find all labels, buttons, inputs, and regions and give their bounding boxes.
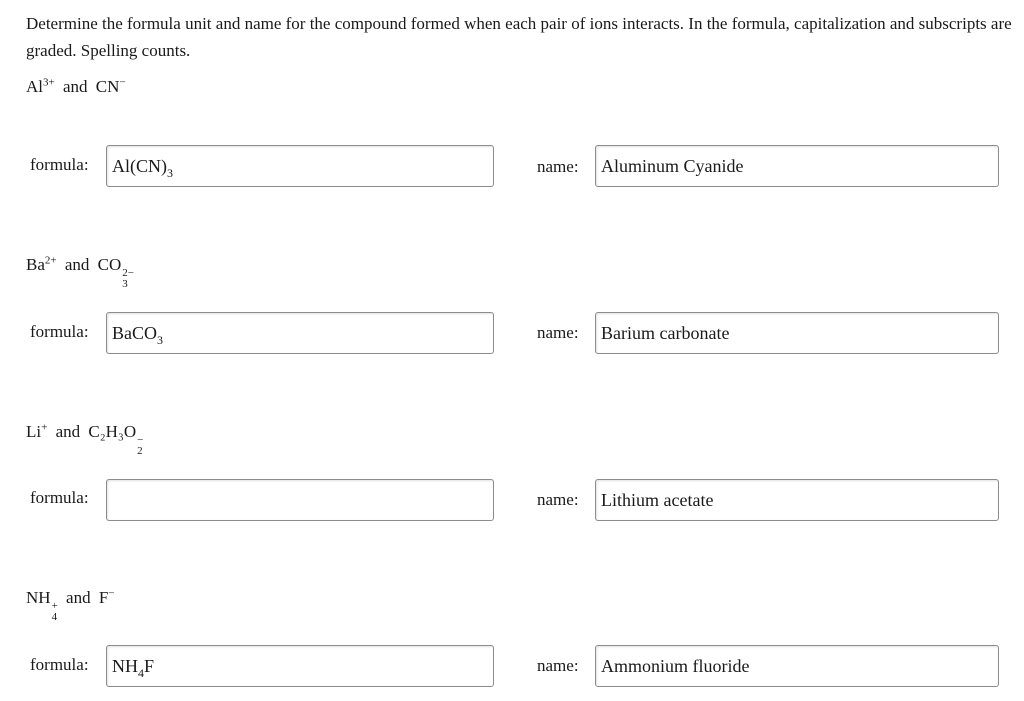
name-label-1: name:: [537, 157, 579, 176]
formula-text-part: Al(CN): [112, 155, 167, 176]
ion-pair-3: [26, 422, 143, 457]
cation-1: $Al^{3+}$: [26, 76, 55, 96]
name-input-3[interactable]: [595, 479, 999, 521]
name-label-4: name:: [537, 656, 579, 675]
ion-pair-2: [26, 255, 134, 290]
name-value-2: Barium carbonate: [601, 322, 730, 343]
instructions-text: Determine the formula unit and name for the compound formed when each pair of ions interacts. In the formula, capitalization and subscripts are graded. Spelling counts.: [26, 14, 1012, 60]
formula-input-1[interactable]: [106, 145, 494, 187]
formula-label-2: formula:: [30, 322, 89, 341]
name-value-3: Lithium acetate: [601, 489, 714, 510]
name-value-1: Aluminum Cyanide: [601, 155, 744, 176]
formula-subscript: 4: [138, 665, 144, 680]
cation-3: Li+: [26, 421, 48, 441]
formula-label-4: formula:: [30, 655, 89, 674]
name-label-3: name:: [537, 490, 579, 509]
formula-value-1: [112, 155, 173, 180]
anion-1: CN−: [95, 76, 126, 96]
and-text: and: [66, 588, 91, 607]
formula-value-2: [112, 322, 163, 347]
formula-input-3[interactable]: [106, 479, 494, 521]
formula-label-3: formula:: [30, 488, 89, 507]
and-text: and: [55, 422, 81, 441]
name-value-4: Ammonium fluoride: [601, 655, 750, 676]
and-text: and: [64, 255, 90, 274]
name-input-2[interactable]: [595, 312, 999, 354]
and-text: and: [62, 77, 88, 96]
anion-3: C₂H₃O − 2: [88, 422, 144, 457]
anion-4: F−: [98, 587, 115, 607]
formula-text-part: F: [144, 655, 155, 676]
ion-pair-4: [26, 588, 115, 623]
name-input-1[interactable]: [595, 145, 999, 187]
formula-input-2[interactable]: [106, 312, 494, 354]
anion-2: CO 2− 3: [97, 255, 134, 290]
formula-text-part: BaCO: [112, 322, 157, 343]
name-label-2: name:: [537, 323, 579, 342]
ion-pair-1: [26, 77, 126, 97]
name-input-4[interactable]: [595, 645, 999, 687]
formula-text-part: NH: [112, 655, 138, 676]
formula-subscript: 3: [167, 165, 173, 180]
formula-value-4: [112, 655, 155, 680]
formula-input-4[interactable]: [106, 645, 494, 687]
formula-label-1: formula:: [30, 155, 89, 174]
cation-4: NH + 4: [26, 588, 58, 623]
cation-2: $Ba^{2+}$: [26, 254, 57, 274]
formula-subscript: 3: [157, 332, 163, 347]
